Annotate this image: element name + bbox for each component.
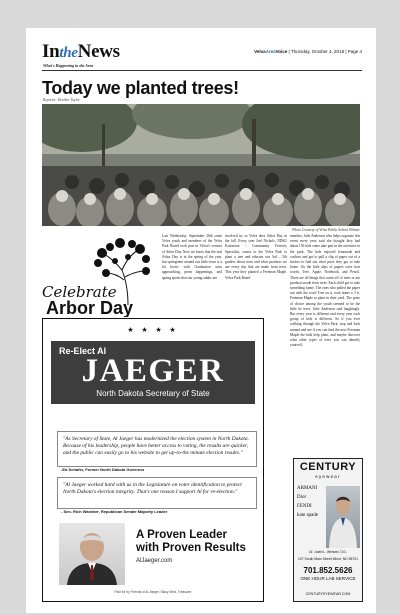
logo-line2: Arbor Day bbox=[46, 298, 134, 317]
masthead-rule bbox=[42, 70, 362, 71]
celebrate-arbor-day-logo bbox=[40, 235, 156, 317]
issue-date-page: | Thursday, October 4, 2018 | Page 4 bbox=[287, 49, 362, 54]
brand-item: kate spade bbox=[297, 513, 318, 518]
slogan-line-2: with Proven Results bbox=[136, 542, 246, 554]
masthead bbox=[42, 41, 362, 81]
stars-row: ★ ★ ★ ★ bbox=[127, 326, 179, 334]
article-column-2: involved in; so Velva does Arbor Day in the fall. Every year Joel Nichols, NDSU Extension - Community Forestry Specialist, comes to the Velva Park to plant a tree and educate our 3rd – 5th graders about trees and what products we use every day that are made from trees. This year they planted a Freeman Maple. Velva Park Board bbox=[225, 234, 287, 280]
century-eyewear-ad[interactable] bbox=[293, 458, 363, 602]
tree-icon bbox=[40, 235, 156, 317]
lab-service: ONE HOUR LAB SERVICE bbox=[300, 576, 356, 581]
century-website-link[interactable]: CENTURYEYEWEAR.COM bbox=[305, 592, 351, 596]
paper-name-accent: Area bbox=[265, 49, 276, 54]
doctor-photo bbox=[326, 486, 360, 548]
section-tagline: What's Happening in the Area bbox=[43, 63, 94, 68]
century-logo: CENTURY bbox=[299, 461, 357, 473]
doctor-name: Dr. Justin L. Wentzel, O.D. bbox=[309, 550, 347, 554]
article-headline: Today we planted trees! bbox=[42, 78, 239, 98]
endorsement-attribution-2: - Sen. Rich Wardner, Republican Senate Majority Leader bbox=[61, 509, 168, 514]
photo-crowd-illustration bbox=[42, 104, 360, 226]
person-icon bbox=[59, 523, 125, 585]
logo-line1: Celebrate bbox=[42, 283, 117, 301]
brand-item: FENDI bbox=[297, 504, 312, 509]
section-brand bbox=[42, 41, 120, 63]
jaeger-campaign-ad[interactable] bbox=[42, 318, 264, 602]
slogan-line-1: A Proven Leader bbox=[136, 529, 227, 541]
brand-suffix: News bbox=[77, 41, 120, 62]
jaeger-banner bbox=[51, 341, 255, 404]
campaign-website-link[interactable]: AlJaeger.com bbox=[136, 558, 173, 564]
store-address: 107 South Main Street Minot, ND 58701 bbox=[297, 557, 359, 561]
brand-the: the bbox=[59, 45, 78, 61]
store-phone: 701.852.5626 bbox=[303, 566, 353, 575]
eyewear-brands bbox=[297, 486, 323, 548]
candidate-portrait bbox=[59, 523, 125, 585]
paper-name-last: Voice bbox=[275, 49, 288, 54]
endorsement-quote-2: "Al Jaeger worked hard with us in the Legislature on voter identification to protect North Dakota's election integrity. That's one reason I support Al for re-election." bbox=[57, 477, 257, 509]
newspaper-page bbox=[26, 28, 376, 613]
century-subtitle: eyewear bbox=[315, 474, 341, 479]
brand-item: Dior bbox=[297, 495, 307, 500]
paid-for-disclaimer: Paid for by Friends of Al Jaeger, Stacy Melz, Treasurer bbox=[114, 590, 192, 594]
article-column-1: Last Wednesday, September 26th some Velva youth and members of the Velva Park Board took part in Velva's version of Arbor Day. Now we know that the real Arbor Day is in the spring of the year, but springtime around our little town is a bit hectic with Graduation soon approaching, prom happenings, and spring sports that our young adults are bbox=[162, 234, 222, 280]
brand-prefix: In bbox=[42, 41, 60, 62]
endorsement-quote-1: "As Secretary of State, Al Jaeger has modernized the election system in North Dakota. Because of his leadership, people have better access to voting, the results are quicker, and the public can easily go to his website to get up-to-the minute election results." bbox=[57, 431, 257, 467]
article-byline: Reporter: Heather Taylor bbox=[43, 98, 80, 102]
campaign-slogan bbox=[136, 529, 246, 555]
endorsement-attribution-1: -Ed Schafer, Former North Dakota Governor bbox=[61, 467, 145, 472]
issue-info bbox=[254, 49, 362, 54]
article-column-3: member, Julie Anderson who helps organize this event every year, said she thought they had about 130 kids come take part in the activities in the park. The kids enjoyed lemonade and cookies and got to pull a slip of paper out of a bucket to find out what prize they got to take home. On the little slips of papers were four words; Tree, Apple, Notebook, and Pencil. There are all things that come off of trees or are products made from trees. Each child got to take something home. The ones who pulled the paper out with the word Tree on it, took home a 3 ft. Freeman Maple to plant in their yard. The prize of choice among the youth seemed to be the little tie trees, Julie Anderson said laughingly. But every year is different and every year each group of kids is different. So if you ever walking through the Velva Park, stop and look around and see if you can find the new Freeman Maple the kids help plant, and maybe discover what other types of trees you can identify yourself. bbox=[290, 234, 360, 348]
candidate-name: JAEGER bbox=[81, 353, 225, 389]
photo-caption: Photo Courtesy of Velva Public School Website bbox=[292, 228, 360, 232]
person-icon bbox=[326, 486, 360, 548]
candidate-office: North Dakota Secretary of State bbox=[96, 389, 210, 398]
paper-name-first: Velva bbox=[254, 49, 266, 54]
reelect-label: Re-Elect Al bbox=[59, 346, 107, 356]
brand-item: ARMANI bbox=[297, 486, 318, 491]
arbor-day-photo bbox=[42, 104, 360, 226]
